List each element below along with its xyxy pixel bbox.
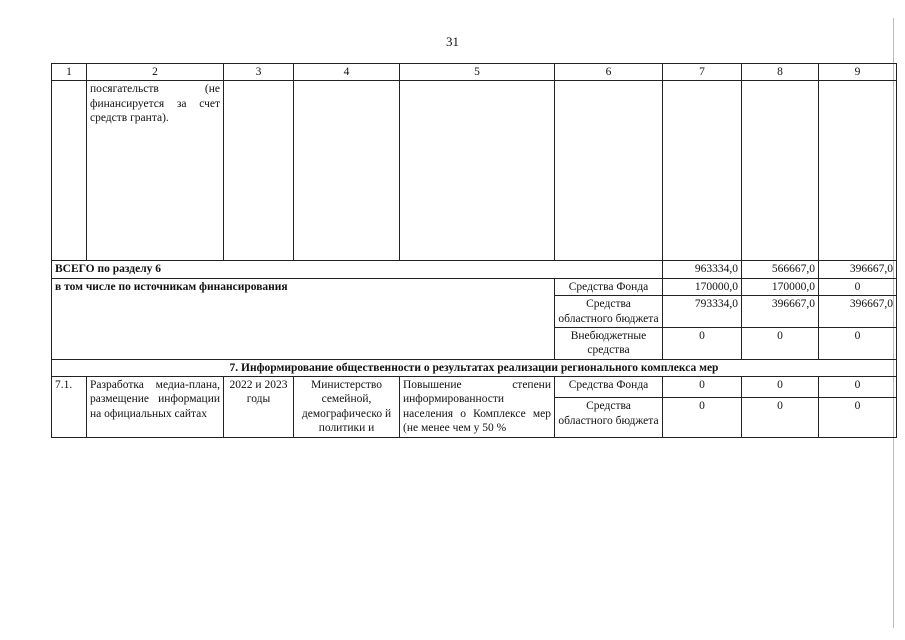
item-funding-value-9: 0 bbox=[819, 377, 897, 398]
cont-cell-7 bbox=[663, 81, 742, 261]
source-name: Внебюджетные средства bbox=[555, 327, 663, 359]
total-value-7: 963334,0 bbox=[663, 261, 742, 278]
cont-cell-1 bbox=[52, 81, 87, 261]
sources-label: в том числе по источникам финансирования bbox=[52, 278, 555, 359]
cont-cell-3 bbox=[224, 81, 294, 261]
cont-cell-9 bbox=[819, 81, 897, 261]
column-number-9: 9 bbox=[819, 64, 897, 81]
item-period: 2022 и 2023 годы bbox=[224, 377, 294, 438]
source-value-7: 170000,0 bbox=[663, 278, 742, 295]
cont-cell-text: посягательств (не финансируется за счет средств гранта). bbox=[87, 81, 224, 261]
cont-cell-5 bbox=[400, 81, 555, 261]
section-7-title: 7. Информирование общественности о результатах реализации регионального комплекса мер bbox=[52, 359, 897, 376]
column-number-8: 8 bbox=[742, 64, 819, 81]
total-value-9: 396667,0 bbox=[819, 261, 897, 278]
total-row bbox=[52, 261, 897, 278]
column-number-2: 2 bbox=[87, 64, 224, 81]
column-number-1: 1 bbox=[52, 64, 87, 81]
cont-cell-8 bbox=[742, 81, 819, 261]
source-value-8: 396667,0 bbox=[742, 296, 819, 328]
section-header-row bbox=[52, 359, 897, 376]
column-number-5: 5 bbox=[400, 64, 555, 81]
source-value-9: 396667,0 bbox=[819, 296, 897, 328]
total-value-8: 566667,0 bbox=[742, 261, 819, 278]
item-number: 7.1. bbox=[52, 377, 87, 438]
column-number-3: 3 bbox=[224, 64, 294, 81]
column-number-7: 7 bbox=[663, 64, 742, 81]
page-number: 31 bbox=[446, 34, 459, 49]
item-name: Разработка медиа-плана, размещение информации на официальных сайтах bbox=[87, 377, 224, 438]
source-value-8: 0 bbox=[742, 327, 819, 359]
item-funding-value-7: 0 bbox=[663, 398, 742, 437]
total-label: ВСЕГО по разделу 6 bbox=[52, 261, 663, 278]
source-name: Средства Фонда bbox=[555, 278, 663, 295]
source-name: Средства областного бюджета bbox=[555, 296, 663, 328]
column-numbers-row bbox=[52, 64, 897, 81]
item-funding-value-8: 0 bbox=[742, 398, 819, 437]
column-number-6: 6 bbox=[555, 64, 663, 81]
source-value-9: 0 bbox=[819, 278, 897, 295]
item-executor: Министерство семейной, демографическо й политики и bbox=[294, 377, 400, 438]
continuation-row bbox=[52, 81, 897, 261]
cont-cell-4 bbox=[294, 81, 400, 261]
item-funding-value-7: 0 bbox=[663, 377, 742, 398]
item-funding-value-8: 0 bbox=[742, 377, 819, 398]
source-value-9: 0 bbox=[819, 327, 897, 359]
item-7-1-row bbox=[52, 377, 897, 398]
item-result: Повышение степени информированности населения о Комплексе мер (не менее чем у 50 % bbox=[400, 377, 555, 438]
source-value-7: 0 bbox=[663, 327, 742, 359]
item-funding-name: Средства Фонда bbox=[555, 377, 663, 398]
source-value-8: 170000,0 bbox=[742, 278, 819, 295]
program-table bbox=[51, 63, 897, 438]
source-value-7: 793334,0 bbox=[663, 296, 742, 328]
column-number-4: 4 bbox=[294, 64, 400, 81]
source-row bbox=[52, 278, 897, 295]
cont-cell-6 bbox=[555, 81, 663, 261]
item-funding-value-9: 0 bbox=[819, 398, 897, 437]
item-funding-name: Средства областного бюджета bbox=[555, 398, 663, 437]
